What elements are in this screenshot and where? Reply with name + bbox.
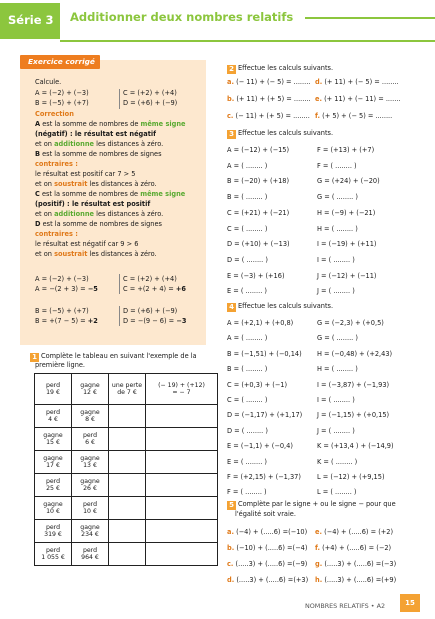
- item-expression: (−4) + (.....6) = (+2): [324, 528, 394, 536]
- explanation-line: [35, 150, 162, 158]
- result-line: D = (+6) + (−9): [123, 307, 178, 315]
- explanation-line: [35, 180, 157, 188]
- table-row: [35, 428, 218, 451]
- table-cell[interactable]: [109, 497, 146, 520]
- answer-line[interactable]: D = ( ........ ): [227, 426, 268, 435]
- corrected-exercise-tag: Exercice corrigé: [20, 55, 100, 69]
- table-cell: perd 1 055 €: [35, 543, 72, 566]
- table-cell[interactable]: [109, 474, 146, 497]
- calc-line: D = (+10) + (−13): [227, 240, 290, 249]
- sign-item[interactable]: [315, 576, 396, 584]
- item-expression: (+ 11) + (+ 5) = ........: [236, 95, 311, 103]
- calc-line: D = (−1,17) + (+1,17): [227, 411, 303, 420]
- calc-item[interactable]: [315, 112, 392, 120]
- table-row: [35, 543, 218, 566]
- explanation-line: [35, 210, 163, 218]
- result-line: [35, 317, 98, 325]
- answer-line[interactable]: G = ( ........ ): [317, 193, 358, 202]
- answer-line[interactable]: G = ( ........ ): [317, 334, 358, 343]
- table-cell: perd 6 €: [72, 428, 109, 451]
- text: est la somme de nombres de signes: [40, 220, 162, 228]
- item-expression: (.....3) + (.....6) =(−3): [324, 560, 397, 568]
- highlight: même signe: [140, 190, 186, 198]
- header-rule: [305, 17, 435, 19]
- highlight: additionne: [54, 210, 95, 218]
- calc-line: A = (+2,1) + (+0,8): [227, 319, 294, 327]
- explanation-line: [35, 220, 162, 228]
- item-expression: (+ 11) + (− 5) = ........: [324, 78, 399, 86]
- table-row: [35, 520, 218, 543]
- page-title: Additionner deux nombres relatifs: [70, 10, 294, 24]
- answer-line[interactable]: F = ( ........ ): [317, 161, 357, 170]
- answer-line[interactable]: K = ( ........ ): [317, 457, 358, 466]
- instruction-text: Effectue les calculs suivants.: [238, 302, 334, 310]
- table-row: [35, 497, 218, 520]
- sign-item[interactable]: [315, 560, 396, 568]
- item-expression: (−10) + (.....6) =(−4): [236, 544, 308, 552]
- statement-b: B = (−5) + (+7): [35, 99, 89, 107]
- item-expression: (.....3) + (.....6) =(+3): [236, 576, 309, 584]
- highlight: soustrait: [54, 250, 88, 258]
- sign-item[interactable]: [227, 528, 307, 536]
- exercise-number-badge: 5: [227, 501, 236, 510]
- text: est la somme de nombres de: [39, 190, 141, 198]
- calc-line: G = (+24) + (−20): [317, 177, 380, 186]
- calc-line: C = (+0,3) + (−1): [227, 380, 288, 389]
- table-cell[interactable]: [146, 451, 218, 474]
- answer-line[interactable]: H = ( ........ ): [317, 365, 358, 374]
- item-expression: (− 11) + (+ 5) = ........: [235, 112, 310, 120]
- exercise-1-instruction-cont: première ligne.: [35, 361, 86, 369]
- table-row: [35, 405, 218, 428]
- statement-d: D = (+6) + (−9): [123, 99, 178, 107]
- text: D = −(9 − 6) =: [123, 317, 177, 325]
- exercise-number-badge: 3: [227, 130, 236, 139]
- table-cell[interactable]: [146, 474, 218, 497]
- table-cell: gagne 234 €: [72, 520, 109, 543]
- item-expression: (.....3) + (.....6) =(−9): [235, 560, 308, 568]
- sign-item[interactable]: [227, 576, 308, 584]
- table-cell: gagne 8 €: [72, 405, 109, 428]
- answer-line[interactable]: A = ( ........ ): [227, 334, 268, 343]
- label-c: C: [35, 190, 40, 198]
- table-cell: (− 19) + (+12) = − 7: [146, 374, 218, 405]
- item-expression: (+ 11) + (− 11) = .......: [324, 95, 401, 103]
- explanation-line: contraires :: [35, 230, 78, 238]
- calc-item[interactable]: [227, 95, 311, 103]
- table-cell[interactable]: [109, 451, 146, 474]
- calc-line: L = (−12) + (+9,15): [317, 473, 385, 481]
- table-cell: perd 964 €: [72, 543, 109, 566]
- answer-line[interactable]: C = ( ........ ): [227, 224, 268, 233]
- text: les distances à zéro.: [94, 210, 164, 218]
- calc-line: J = (−1,15) + (+0,15): [317, 411, 390, 420]
- item-expression: (+ 5) + (− 5) = ........: [322, 112, 393, 120]
- answer-line[interactable]: I = ( ........ ): [317, 255, 355, 264]
- calc-line: E = (−3) + (+16): [227, 271, 285, 280]
- answer-line[interactable]: H = ( ........ ): [317, 224, 358, 233]
- calc-item[interactable]: [227, 112, 310, 120]
- table-cell[interactable]: [146, 428, 218, 451]
- answer-line[interactable]: J = ( ........ ): [317, 426, 355, 435]
- result-line: A = (−2) + (−3): [35, 275, 89, 283]
- table-cell[interactable]: [146, 497, 218, 520]
- text: A = −(2 + 3) =: [35, 285, 88, 293]
- explanation-line: (négatif) : le résultat est négatif: [35, 130, 157, 138]
- result-line: B = (−5) + (+7): [35, 307, 89, 315]
- result-line: [35, 285, 98, 293]
- label-d: D: [35, 220, 41, 228]
- text: est la somme de nombres de signes: [40, 150, 162, 158]
- table-cell: une perte de 7 €: [109, 374, 146, 405]
- result-value: −5: [87, 285, 98, 293]
- label-a: A: [35, 120, 41, 128]
- table-cell: gagne 15 €: [35, 428, 72, 451]
- calc-line: B = (−1,51) + (−0,14): [227, 349, 302, 358]
- table-cell: perd 4 €: [35, 405, 72, 428]
- explanation-line: (positif) : le résultat est positif: [35, 200, 151, 208]
- text: C = +(2 + 4) =: [123, 285, 176, 293]
- calc-line: E = (−1,1) + (−0,4): [227, 442, 293, 451]
- explanation-line: [35, 140, 163, 148]
- statement-c: C = (+2) + (+4): [123, 89, 177, 97]
- table-row: [35, 474, 218, 497]
- text: B = +(7 − 5) =: [35, 317, 88, 325]
- calc-item[interactable]: [315, 95, 401, 103]
- instruction-text: Effectue les calculs suivants.: [238, 129, 334, 137]
- exercise-2-instruction: [227, 64, 333, 74]
- text: et on: [35, 250, 55, 258]
- result-value: −3: [176, 317, 187, 325]
- text: et on: [35, 210, 55, 218]
- table-cell: gagne 10 €: [35, 497, 72, 520]
- divider: [119, 274, 120, 294]
- sign-item[interactable]: [227, 544, 307, 552]
- explanation-line: [35, 120, 186, 128]
- answer-line[interactable]: F = ( ........ ): [227, 488, 267, 497]
- item-letter: a.: [227, 78, 234, 86]
- instruction-text: Complète par le signe + ou le signe − pour que: [238, 500, 396, 508]
- calc-line: F = (+13) + (+7): [317, 146, 375, 154]
- item-letter: a.: [227, 528, 234, 536]
- correction-heading: Correction: [35, 110, 74, 118]
- item-letter: b.: [227, 95, 235, 103]
- table-cell[interactable]: [146, 405, 218, 428]
- table-row: [35, 451, 218, 474]
- answer-line[interactable]: B = ( ........ ): [227, 365, 268, 374]
- item-letter: g.: [315, 560, 323, 568]
- sign-item[interactable]: [315, 528, 393, 536]
- exercise-5-instruction-cont: l'égalité soit vraie.: [235, 510, 296, 518]
- calc-item[interactable]: [227, 78, 310, 86]
- text: les distances à zéro.: [87, 180, 157, 188]
- result-line: [123, 317, 186, 325]
- exercise-number-badge: 4: [227, 303, 236, 312]
- result-line: C = (+2) + (+4): [123, 275, 177, 283]
- table-cell[interactable]: [109, 428, 146, 451]
- highlight: additionne: [54, 140, 95, 148]
- series-label: Série 3: [0, 3, 60, 39]
- calc-line: I = (−3,87) + (−1,93): [317, 380, 390, 389]
- calc-line: J = (−12) + (−11): [317, 271, 377, 280]
- sign-item[interactable]: [227, 560, 307, 568]
- calc-line: H = (−9) + (−21): [317, 208, 376, 217]
- explanation-line: [35, 190, 185, 198]
- calc-line: B = (−20) + (+18): [227, 177, 290, 186]
- table-cell[interactable]: [109, 405, 146, 428]
- divider: [119, 89, 120, 109]
- table-cell[interactable]: [109, 520, 146, 543]
- exercise-5-instruction: [227, 500, 396, 510]
- answer-line[interactable]: J = ( ........ ): [317, 287, 355, 296]
- exercise-4-instruction: [227, 302, 333, 312]
- explanation-line: [35, 250, 157, 258]
- exercise-number-badge: 2: [227, 65, 236, 74]
- table-cell: gagne 26 €: [72, 474, 109, 497]
- instruction-text: Complète le tableau en suivant l'exemple de la: [41, 352, 197, 360]
- label-b: B: [35, 150, 41, 158]
- item-expression: (.....3) + (.....6) =(+9): [324, 576, 397, 584]
- item-letter: e.: [315, 95, 322, 103]
- table-cell[interactable]: [109, 543, 146, 566]
- table-cell: gagne 17 €: [35, 451, 72, 474]
- calc-line: A = (−12) + (−15): [227, 146, 290, 154]
- instruction: Calcule.: [35, 78, 62, 86]
- item-expression: (−4) + (.....6) =(−10): [236, 528, 308, 536]
- calc-line: I = (−19) + (+11): [317, 240, 377, 249]
- table-cell: gagne 12 €: [72, 374, 109, 405]
- answer-line[interactable]: I = ( ........ ): [317, 396, 355, 404]
- calc-line: C = (+21) + (−21): [227, 208, 290, 217]
- table-cell[interactable]: [146, 520, 218, 543]
- sign-item[interactable]: [315, 544, 391, 552]
- result-line: [123, 285, 186, 293]
- answer-line[interactable]: B = ( ........ ): [227, 193, 268, 202]
- calc-line: K = (+13,4 ) + (−14,9): [317, 442, 394, 451]
- table-cell: gagne 13 €: [72, 451, 109, 474]
- exercise-1-table: [34, 373, 218, 566]
- answer-line[interactable]: E = ( ........ ): [227, 287, 267, 296]
- statement-a: A = (−2) + (−3): [35, 89, 89, 97]
- item-letter: c.: [227, 560, 234, 568]
- page-number: 15: [400, 594, 420, 612]
- explanation-line: le résultat est négatif car 9 > 6: [35, 240, 139, 248]
- instruction-text: Effectue les calculs suivants.: [238, 64, 334, 72]
- highlight: soustrait: [54, 180, 88, 188]
- text: et on: [35, 180, 55, 188]
- calc-line: G = (−2,3) + (+0,5): [317, 319, 384, 327]
- table-cell: perd 19 €: [35, 374, 72, 405]
- answer-line[interactable]: C = ( ........ ): [227, 396, 268, 404]
- table-cell: perd 319 €: [35, 520, 72, 543]
- table-cell: perd 10 €: [72, 497, 109, 520]
- item-letter: f.: [315, 112, 321, 120]
- item-expression: (− 11) + (− 5) = ........: [236, 78, 311, 86]
- item-letter: c.: [227, 112, 234, 120]
- explanation-line: contraires :: [35, 160, 78, 168]
- exercise-number-badge: 1: [30, 353, 39, 362]
- table-cell: perd 25 €: [35, 474, 72, 497]
- item-letter: f.: [315, 544, 321, 552]
- calc-line: F = (+2,15) + (−1,37): [227, 473, 301, 481]
- divider: [119, 306, 120, 326]
- item-letter: d.: [227, 576, 235, 584]
- item-letter: d.: [315, 78, 323, 86]
- answer-line[interactable]: A = ( ........ ): [227, 161, 268, 170]
- answer-line[interactable]: D = ( ........ ): [227, 255, 268, 264]
- text: les distances à zéro.: [87, 250, 157, 258]
- table-row: [35, 374, 218, 405]
- text: est la somme de nombres de: [40, 120, 141, 128]
- highlight: même signe: [140, 120, 186, 128]
- result-value: +6: [175, 285, 186, 293]
- answer-line[interactable]: L = ( ........ ): [317, 488, 357, 497]
- footer-chapter: NOMBRES RELATIFS • A2: [305, 602, 386, 610]
- item-expression: (+4) + (.....6) = (−2): [322, 544, 392, 552]
- item-letter: b.: [227, 544, 235, 552]
- item-letter: h.: [315, 576, 323, 584]
- header-underline: [60, 40, 435, 42]
- table-cell[interactable]: [146, 543, 218, 566]
- text: et on: [35, 140, 55, 148]
- exercise-3-instruction: [227, 129, 333, 139]
- calc-line: H = (−0,48) + (+2,43): [317, 349, 393, 358]
- calc-item[interactable]: [315, 78, 399, 86]
- explanation-line: le résultat est positif car 7 > 5: [35, 170, 136, 178]
- answer-line[interactable]: E = ( ........ ): [227, 457, 267, 466]
- text: les distances à zéro.: [94, 140, 164, 148]
- result-value: +2: [87, 317, 98, 325]
- item-letter: e.: [315, 528, 322, 536]
